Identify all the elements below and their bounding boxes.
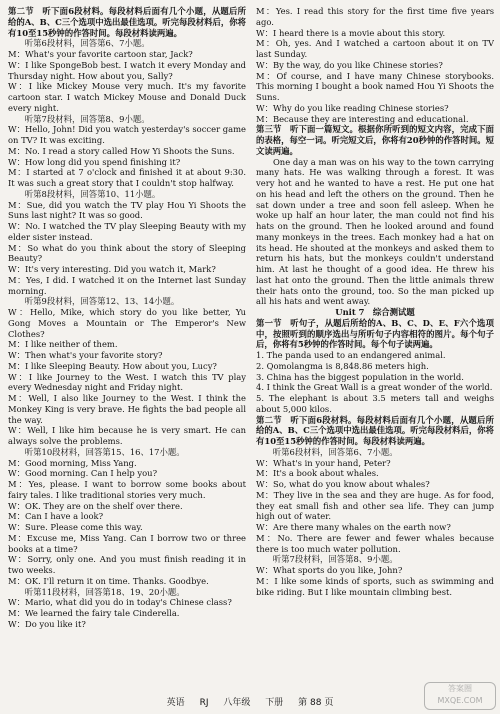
left-column [8, 6, 246, 696]
right_column-line: W：Are there many whales on the earth now? [256, 522, 451, 532]
left_column-line: 第二节 听下面6段材料。每段材料后面有几个小题，从题后所给的A、B、C三个选项中选出最佳选项。听完每段材料后，你将有10至15秒钟的作答时间。每段材料读两遍。 [8, 6, 246, 38]
right_column-line: W：What sports do you like, John? [256, 565, 403, 575]
left_column-line: 听第8段材料，回答第10、11小题。 [8, 188, 161, 199]
left_column-line: 听第11段材料，回答第18、19、20小题。 [8, 586, 185, 597]
left_column-line: M：We learned the fairy tale Cinderella. [8, 608, 180, 618]
left_column-line: W：OK. They are on the shelf over there. [8, 500, 183, 511]
left_column-line: W：It's very interesting. Did you watch it, Mark? [8, 264, 216, 274]
right_column-line: 听第6段材料，回答第6、7小题。 [256, 446, 398, 457]
left_column-line: M：So what do you think about the story of Sleeping Beauty? [8, 242, 246, 264]
right_column-line: M：It's a book about whales. [256, 468, 379, 479]
left_column-line: M：I like neither of them. [8, 339, 118, 350]
right_column-line: One day a man was on his way to the town carrying many hats. He was walking through a forest. It was very hot and he wanted to have a rest. He put one hat on his head and left the others on the ground. Then he sat down under a tree and soon fell asleep. When he woke up half an hour later, the man could not find his hats on the ground. Then he looked around and found many monkeys in the trees. Each monkey had a hat on its head. He shouted at the monkeys and asked them to return his hats, but the monkeys couldn't understand him. At last he thought of a good idea. He threw his last hat onto the ground. Then the little animals threw their hats onto the ground, too. So the man picked up all his hats and went away. [256, 156, 494, 307]
left_column-line: 听第9段材料，回答第12、13、14小题。 [8, 296, 180, 307]
left_column-line: W：I like Journey to the West. I watch this TV play every Wednesday night and Friday night. [8, 371, 246, 393]
columns [8, 6, 494, 696]
footer-page: 第 88 页 [298, 698, 334, 708]
left_column-line: M：Excuse me, Miss Yang. Can I borrow two or three books at a time? [8, 532, 246, 554]
left_column-line: W：Do you like it? [8, 618, 86, 629]
left_column-line: W：Then what's your favorite story? [8, 350, 163, 360]
right_column-line: W：Why do you like reading Chinese stories? [256, 102, 449, 113]
right_column-line: M：They live in the sea and they are huge. As for food, they eat small fish and other sea life. They can jump high out of water. [256, 489, 494, 522]
left_column-line: M：Well, I also like Journey to the West. I think the Monkey King is very brave. He fights the bad people all the way. [8, 393, 246, 425]
right_column-line: 第二节 听下面6段材料。每段材料后面有几个小题，从题后所给的A、B、C三个选项中选出最佳选项。听完每段材料后，你将有10至15秒钟的作答时间。每段材料读两遍。 [256, 414, 494, 446]
right_column-line: 4. I think the Great Wall is a great wonder of the world. [256, 382, 493, 393]
left_column-line: W：No. I watched the TV play Sleeping Beauty with my elder sister instead. [8, 221, 246, 242]
left_column-line: W：Sorry, only one. And you must finish reading it in two weeks. [8, 554, 246, 575]
right_column-line: M：No. There are fewer and fewer whales because there is too much water pollution. [256, 532, 494, 554]
footer-grade: 八年级 [223, 698, 251, 708]
left_column-line: M：No. I read a story called How Yi Shoots the Suns. [8, 145, 235, 156]
right_column-line: W：By the way, do you like Chinese stories? [256, 59, 443, 70]
right_column-line: 第三节 听下面一篇短文。根据你所听到的短文内容，完成下面的表格，每空一词。听完短文后，你将有20秒钟的作答时间。短文读两遍。 [256, 124, 494, 156]
left_column-line: 听第6段材料，回答第6、7小题。 [8, 38, 150, 49]
left_column-line: M：Sue, did you watch the TV play Hou Yi Shoots the Suns last night? It was so good. [8, 199, 246, 221]
left_column-line: W：Hello, Mike, which story do you like better, Yu Gong Moves a Mountain or The Emperor's New Clothes? [8, 307, 246, 339]
left_column-line: W：Well, I like him because he is very smart. He can always solve the problems. [8, 425, 246, 446]
left_column-line: M：OK. I'll return it on time. Thanks. Goodbye. [8, 575, 209, 586]
right_column-line: M：Because they are interesting and educational. [256, 113, 469, 124]
footer-term: 下册 [265, 698, 284, 708]
left_column-line: W：Sure. Please come this way. [8, 522, 143, 532]
right_column-line: M：Oh, yes. And I watched a cartoon about it on TV last Sunday. [256, 38, 494, 59]
right_column-line: W：So, what do you know about whales? [256, 479, 430, 489]
watermark-stamp-icon: 答案圈 MXQE.COM [424, 682, 496, 710]
right_column-line: M：Of course, and I have many Chinese storybooks. This morning I bought a book named Hou Yi Shoots the Suns. [256, 70, 494, 102]
left_column-line: 听第10段材料，回答第15、16、17小题。 [8, 446, 185, 457]
left_column-line: M：Can I have a look? [8, 511, 104, 522]
right_column-line: M：I like some kinds of sports, such as swimming and bike riding. But I like mountain climbing best. [256, 575, 494, 597]
right_column-line: 1. The panda used to an endangered animal. [256, 350, 446, 360]
right_column-line: 听第7段材料，回答第8、9小题。 [256, 554, 398, 565]
right_column-line: Unit 7 综合测试题 [335, 307, 415, 317]
footer-subject: 英语 [166, 698, 185, 708]
right-column [256, 6, 494, 696]
right_column-line: 5. The elephant is about 3.5 meters tall and weighs about 5,000 kilos. [256, 393, 494, 414]
left_column-line: W：I like SpongeBob best. I watch it every Monday and Thursday night. How about you, Sally? [8, 59, 246, 81]
right_column-line: 第一节 听句子，从题后所给的A、B、C、D、E、F六个选项中，按照听到的顺序选出与所听句子内容相符的图片。每个句子后，你将有5秒钟的作答时间。每个句子读两遍。 [256, 317, 494, 350]
left_column-line: W：How long did you spend finishing it? [8, 156, 181, 167]
left_column-line: M：I started at 7 o'clock and finished it at about 9:30. It was such a great story that I couldn't stop halfway. [8, 167, 246, 188]
left_column-line: W：Hello, John! Did you watch yesterday's soccer game on TV? It was exciting. [8, 124, 246, 145]
left_column-line: 听第7段材料，回答第8、9小题。 [8, 113, 150, 124]
left_column-line: M：Yes, I did. I watched it on the Internet last Sunday morning. [8, 274, 246, 296]
right_column-line: 3. China has the biggest population in the world. [256, 371, 464, 382]
left_column-line: W：Mario, what did you do in today's Chinese class? [8, 597, 232, 608]
left_column-line: M：What's your favorite cartoon star, Jack? [8, 49, 193, 59]
left_column-line: W：I like Mickey Mouse very much. It's my favorite cartoon star. I watch Mickey Mouse and Donald Duck every night. [8, 81, 246, 113]
left_column-line: M：Good morning, Miss Yang. [8, 457, 137, 468]
left_column-line: M：Yes, please. I want to borrow some books about fairy tales. I like traditional stories very much. [8, 479, 246, 500]
right_column-line: W：I heard there is a movie about this story. [256, 27, 446, 38]
right_column-line: W：What's in your hand, Peter? [256, 457, 391, 468]
footer-edition: RJ [199, 698, 209, 708]
left_column-line: M：I like Sleeping Beauty. How about you, Lucy? [8, 360, 217, 371]
right_column-line: 2. Qomolangma is 8,848.86 meters high. [256, 360, 429, 371]
left_column-line: W：Good morning. Can I help you? [8, 468, 158, 479]
right_column-line: M：Yes. I read this story for the first time five years ago. [256, 6, 494, 27]
